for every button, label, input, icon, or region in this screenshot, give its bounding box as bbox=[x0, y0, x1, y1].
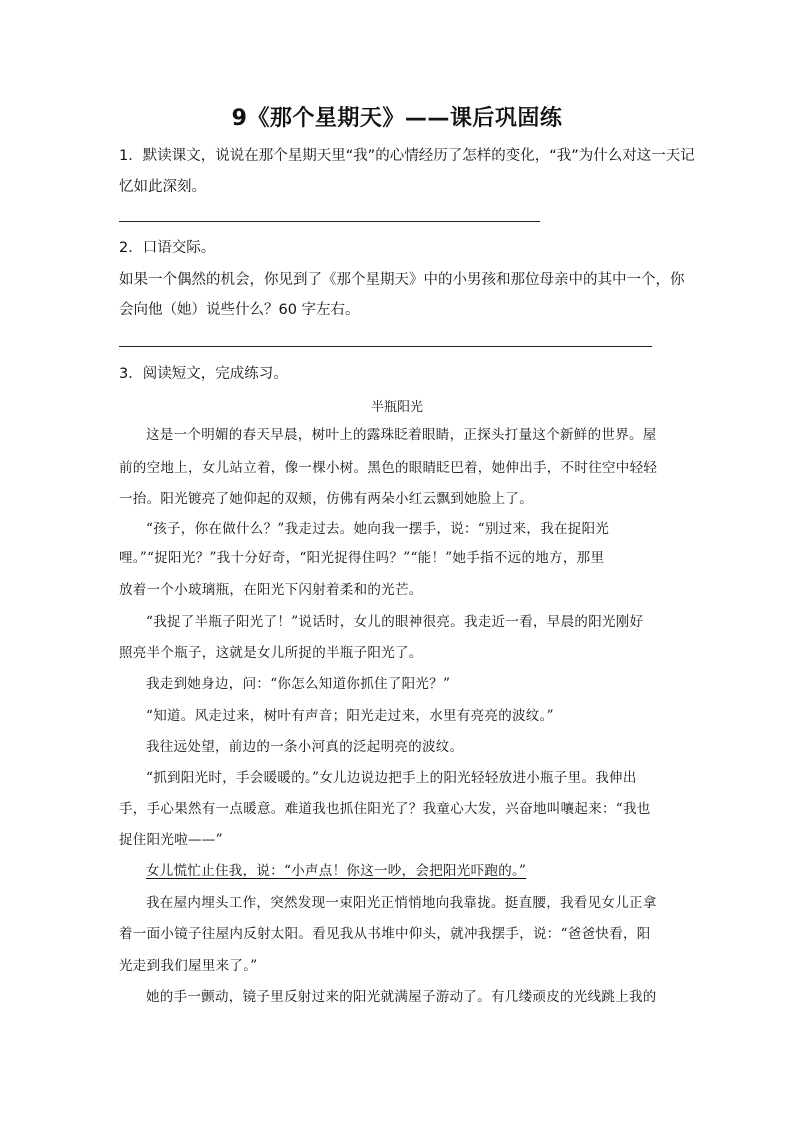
passage-line: 光走到我们屋里来了。” bbox=[119, 958, 258, 974]
passage-line: “孩子，你在做什么？”我走过去。她向我一摆手，说：“别过来，我在捉阳光 bbox=[146, 521, 610, 537]
underlined-passage-line: 女儿慌忙止住我，说：“小声点！你这一吵，会把阳光吓跑的。” bbox=[146, 863, 527, 879]
passage-title: 半瓶阳光 bbox=[370, 400, 423, 415]
q1-answer-line[interactable] bbox=[119, 221, 540, 222]
q2-answer-line[interactable] bbox=[119, 346, 652, 347]
passage-line: “抓到阳光时，手会暖暖的。”女儿边说边把手上的阳光轻轻放进小瓶子里。我伸出 bbox=[146, 770, 637, 786]
q2-heading: 2．口语交际。 bbox=[119, 240, 216, 256]
q2-line-1: 如果一个偶然的机会，你见到了《那个星期天》中的小男孩和那位母亲中的其中一个，你 bbox=[119, 272, 685, 288]
passage-line: 捉住阳光啦——” bbox=[119, 832, 223, 848]
passage-line: 照亮半个瓶子，这就是女儿所捉的半瓶子阳光了。 bbox=[119, 645, 423, 661]
passage-line: 我在屋内埋头工作，突然发现一束阳光正悄悄地向我靠拢。挺直腰，我看见女儿正拿 bbox=[146, 895, 657, 911]
passage-line: “我捉了半瓶子阳光了！”说话时，女儿的眼神很亮。我走近一看，早晨的阳光刚好 bbox=[146, 614, 644, 630]
passage-line: 一抬。阳光镀亮了她仰起的双颊，仿佛有两朵小红云飘到她脸上了。 bbox=[119, 491, 533, 507]
passage-line: 哩。”“捉阳光？”我十分好奇，“阳光捉得住吗？”“能！”她手指不远的地方，那里 bbox=[119, 550, 605, 566]
page-title: 9《那个星期天》——课后巩固练 bbox=[231, 106, 563, 131]
passage-line: 手，手心果然有一点暖意。难道我也抓住阳光了？我童心大发，兴奋地叫嚷起来：“我也 bbox=[119, 801, 651, 817]
q3-heading: 3．阅读短文，完成练习。 bbox=[119, 366, 288, 382]
q1-line-1: 1．默读课文，说说在那个星期天里“我”的心情经历了怎样的变化，“我”为什么对这一天记 bbox=[119, 148, 695, 164]
q2-line-2: 会向他（她）说些什么？60 字左右。 bbox=[119, 302, 360, 318]
passage-line: 着一面小镜子往屋内反射太阳。看见我从书堆中仰头，就冲我摆手，说：“爸爸快看，阳 bbox=[119, 926, 651, 942]
passage-line: 这是一个明媚的春天早晨，树叶上的露珠眨着眼睛，正探头打量这个新鲜的世界。屋 bbox=[146, 427, 657, 443]
passage-line: 我走到她身边，问：“你怎么知道你抓住了阳光？” bbox=[146, 676, 451, 692]
passage-line: 前的空地上，女儿站立着，像一棵小树。黑色的眼睛眨巴着，她伸出手，不时往空中轻轻 bbox=[119, 460, 658, 476]
passage-line: 我往远处望，前边的一条小河真的泛起明亮的波纹。 bbox=[146, 739, 464, 755]
passage-line: “知道。风走过来，树叶有声音；阳光走过来，水里有亮亮的波纹。” bbox=[146, 708, 554, 724]
q1-line-2: 忆如此深刻。 bbox=[119, 179, 206, 195]
passage-line: 放着一个小玻璃瓶，在阳光下闪射着柔和的光芒。 bbox=[119, 582, 423, 598]
passage-line: 她的手一颤动，镜子里反射过来的阳光就满屋子游动了。有几缕顽皮的光线跳上我的 bbox=[146, 989, 657, 1005]
